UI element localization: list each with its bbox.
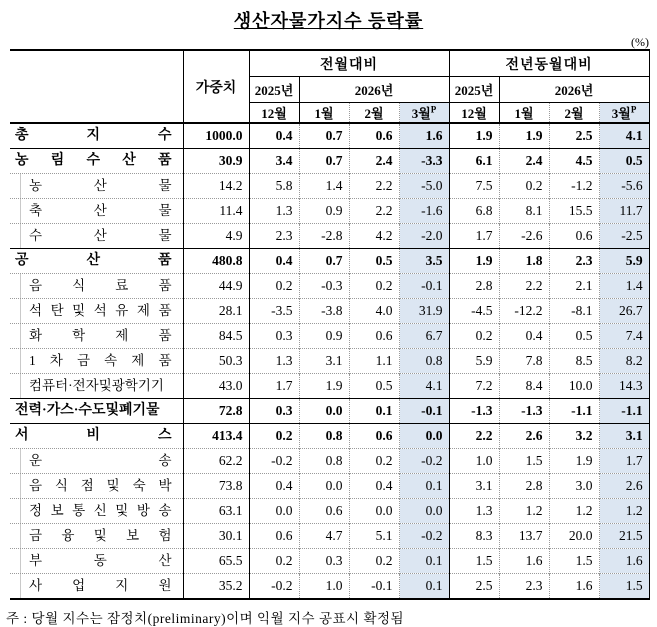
row-label [10,174,183,199]
yoy-value-0: 1.9 [449,249,499,274]
mom-value-2: -0.1 [349,574,399,600]
table-row [10,349,649,374]
weight-value: 43.0 [183,374,249,399]
row-label [10,349,183,374]
yoy-value-1: -1.3 [499,399,549,424]
yoy-value-3: 14.3 [599,374,649,399]
yoy-value-3: 1.5 [599,574,649,600]
mom-value-2: 2.4 [349,149,399,174]
row-label-text: 음 식 점 및 숙 박 [20,474,183,498]
preliminary-marker: P [430,104,437,115]
month-header-preliminary: 3월$^P$ [399,103,449,124]
mom-value-1: 0.8 [299,449,349,474]
mom-value-0: 5.8 [249,174,299,199]
weight-value: 11.4 [183,199,249,224]
table-row [10,449,649,474]
preliminary-marker: P [630,104,637,115]
yoy-value-0: 0.2 [449,324,499,349]
mom-value-3: 3.5 [399,249,449,274]
row-label-text: 석 탄 및 석 유 제 품 [20,299,183,323]
yoy-value-2: 0.5 [549,324,599,349]
yoy-value-1: 2.3 [499,574,549,600]
table-row [10,149,649,174]
yoy-value-0: 2.5 [449,574,499,600]
weight-value: 413.4 [183,424,249,449]
yoy-value-2: 4.5 [549,149,599,174]
row-label [10,424,183,449]
mom-value-3: -1.6 [399,199,449,224]
yoy-value-1: 7.8 [499,349,549,374]
weight-value: 50.3 [183,349,249,374]
mom-value-1: 4.7 [299,524,349,549]
mom-value-1: 0.7 [299,123,349,149]
weight-header: 가중치 [183,50,249,123]
yoy-value-1: 2.8 [499,474,549,499]
mom-value-2: 0.2 [349,274,399,299]
mom-value-0: 0.2 [249,424,299,449]
mom-value-3: -0.1 [399,399,449,424]
yoy-value-2: 2.1 [549,274,599,299]
row-label [10,199,183,224]
row-label [10,324,183,349]
mom-value-3: 4.1 [399,374,449,399]
weight-value: 65.5 [183,549,249,574]
mom-value-1: 0.7 [299,149,349,174]
row-label [10,549,183,574]
yoy-value-1: -2.6 [499,224,549,249]
month-header: 2월 [349,103,399,124]
row-label-text: 정 보 통 신 및 방 송 [20,499,183,523]
yoy-value-2: 8.5 [549,349,599,374]
row-label-text: 1 차 금 속 제 품 [20,349,183,373]
weight-value: 84.5 [183,324,249,349]
mom-value-2: 0.2 [349,449,399,474]
yoy-value-3: 26.7 [599,299,649,324]
row-label-text: 전력·가스·수도및폐기물 [15,403,160,418]
mom-value-0: 0.3 [249,324,299,349]
header-row-groups [10,50,649,77]
mom-value-2: 0.5 [349,249,399,274]
table-row [10,299,649,324]
weight-value: 4.9 [183,224,249,249]
mom-value-1: 1.0 [299,574,349,600]
mom-value-1: 0.9 [299,199,349,224]
weight-value: 62.2 [183,449,249,474]
mom-value-1: 0.8 [299,424,349,449]
mom-value-2: 0.6 [349,324,399,349]
yoy-value-3: 8.2 [599,349,649,374]
yoy-value-1: 13.7 [499,524,549,549]
mom-value-2: 1.1 [349,349,399,374]
mom-value-1: 0.6 [299,499,349,524]
group-header-mom: 전월대비 [249,50,449,77]
row-label-text: 음 식 료 품 [20,274,183,298]
mom-value-2: 0.0 [349,499,399,524]
row-label-text: 사 업 지 원 [20,574,183,598]
table-row [10,224,649,249]
mom-value-0: 1.3 [249,199,299,224]
row-label [10,524,183,549]
table-row [10,574,649,600]
month-header: 12월 [249,103,299,124]
weight-value: 30.9 [183,149,249,174]
mom-value-3: 0.0 [399,424,449,449]
yoy-value-2: 15.5 [549,199,599,224]
row-label-text: 금 융 및 보 험 [20,524,183,548]
month-header: 1월 [499,103,549,124]
weight-value: 28.1 [183,299,249,324]
mom-value-0: 0.4 [249,474,299,499]
page-title: 생산자물가지수 등락률 [233,11,424,31]
weight-value: 73.8 [183,474,249,499]
yoy-value-3: -5.6 [599,174,649,199]
mom-value-0: 1.3 [249,349,299,374]
yoy-value-1: 0.2 [499,174,549,199]
mom-value-2: 4.0 [349,299,399,324]
yoy-value-3: 11.7 [599,199,649,224]
mom-value-3: -2.0 [399,224,449,249]
yoy-value-0: 6.8 [449,199,499,224]
row-label-text: 화 학 제 품 [20,324,183,348]
mom-value-3: 0.1 [399,474,449,499]
yoy-value-0: 5.9 [449,349,499,374]
ppi-table [10,49,650,600]
mom-value-2: 2.2 [349,199,399,224]
mom-value-2: 0.6 [349,424,399,449]
yoy-value-3: 2.6 [599,474,649,499]
yoy-value-2: 1.2 [549,499,599,524]
yoy-value-0: 1.9 [449,123,499,149]
yoy-value-1: 1.2 [499,499,549,524]
yoy-value-3: 0.5 [599,149,649,174]
month-header: 2월 [549,103,599,124]
mom-value-2: 5.1 [349,524,399,549]
row-label [10,499,183,524]
mom-value-1: 0.9 [299,324,349,349]
report-page [0,7,657,626]
table-row [10,499,649,524]
row-label-text: 부 동 산 [20,549,183,573]
year-header: 2026년 [299,77,449,103]
table-row [10,374,649,399]
mom-value-0: -0.2 [249,574,299,600]
mom-value-3: 6.7 [399,324,449,349]
yoy-value-2: 3.2 [549,424,599,449]
yoy-value-2: -8.1 [549,299,599,324]
mom-value-1: -0.3 [299,274,349,299]
mom-value-0: -3.5 [249,299,299,324]
row-label [10,149,183,174]
mom-value-1: 0.0 [299,399,349,424]
yoy-value-0: 2.2 [449,424,499,449]
yoy-value-3: 1.6 [599,549,649,574]
yoy-value-1: 2.2 [499,274,549,299]
table-row [10,174,649,199]
group-header-yoy: 전년동월대비 [449,50,649,77]
yoy-value-2: -1.1 [549,399,599,424]
yoy-value-3: 4.1 [599,123,649,149]
yoy-value-3: 7.4 [599,324,649,349]
mom-value-0: 0.3 [249,399,299,424]
mom-value-0: 0.4 [249,123,299,149]
mom-value-0: 1.7 [249,374,299,399]
weight-value: 44.9 [183,274,249,299]
row-label-text: 농 산 물 [20,174,183,198]
yoy-value-1: 1.6 [499,549,549,574]
yoy-value-3: 3.1 [599,424,649,449]
mom-value-0: 0.4 [249,249,299,274]
yoy-value-2: 1.5 [549,549,599,574]
yoy-value-0: -4.5 [449,299,499,324]
yoy-value-0: -1.3 [449,399,499,424]
yoy-value-2: 3.0 [549,474,599,499]
yoy-value-0: 7.5 [449,174,499,199]
yoy-value-2: 1.6 [549,574,599,600]
weight-value: 63.1 [183,499,249,524]
table-row [10,274,649,299]
mom-value-0: 2.3 [249,224,299,249]
yoy-value-3: 1.7 [599,449,649,474]
yoy-value-0: 7.2 [449,374,499,399]
yoy-value-3: -1.1 [599,399,649,424]
mom-value-2: 0.2 [349,549,399,574]
row-label-text: 공 산 품 [15,253,172,268]
mom-value-0: 0.0 [249,499,299,524]
row-label-text: 운 송 [20,449,183,473]
mom-value-2: 0.1 [349,399,399,424]
month-header: 12월 [449,103,499,124]
yoy-value-2: -1.2 [549,174,599,199]
yoy-value-1: -12.2 [499,299,549,324]
mom-value-3: 31.9 [399,299,449,324]
row-label [10,123,183,149]
table-row [10,123,649,149]
mom-value-3: 0.1 [399,574,449,600]
row-label [10,299,183,324]
row-label [10,449,183,474]
row-label [10,574,183,600]
row-label-text: 농 림 수 산 품 [15,153,172,168]
mom-value-0: 0.6 [249,524,299,549]
weight-value: 1000.0 [183,123,249,149]
mom-value-0: 3.4 [249,149,299,174]
row-label [10,224,183,249]
yoy-value-1: 0.4 [499,324,549,349]
mom-value-3: 1.6 [399,123,449,149]
row-label-text: 축 산 물 [20,199,183,223]
weight-value: 35.2 [183,574,249,600]
yoy-value-0: 3.1 [449,474,499,499]
yoy-value-2: 20.0 [549,524,599,549]
weight-value: 14.2 [183,174,249,199]
table-row [10,474,649,499]
row-label [10,474,183,499]
mom-value-3: 0.1 [399,549,449,574]
unit-label: (%) [631,35,649,49]
mom-value-0: 0.2 [249,549,299,574]
yoy-value-2: 0.6 [549,224,599,249]
yoy-value-3: 1.4 [599,274,649,299]
mom-value-0: 0.2 [249,274,299,299]
yoy-value-2: 2.3 [549,249,599,274]
table-row [10,524,649,549]
weight-value: 72.8 [183,399,249,424]
corner-cell [10,50,183,123]
mom-value-1: 0.3 [299,549,349,574]
mom-value-2: 0.5 [349,374,399,399]
yoy-value-1: 1.8 [499,249,549,274]
mom-value-0: -0.2 [249,449,299,474]
yoy-value-0: 1.0 [449,449,499,474]
mom-value-2: 2.2 [349,174,399,199]
yoy-value-1: 1.5 [499,449,549,474]
yoy-value-1: 8.4 [499,374,549,399]
table-row [10,549,649,574]
year-header: 2026년 [499,77,649,103]
month-header: 1월 [299,103,349,124]
yoy-value-3: 1.2 [599,499,649,524]
mom-value-1: -3.8 [299,299,349,324]
row-label [10,399,183,424]
yoy-value-3: -2.5 [599,224,649,249]
yoy-value-0: 1.7 [449,224,499,249]
yoy-value-1: 2.6 [499,424,549,449]
mom-value-3: -5.0 [399,174,449,199]
mom-value-1: 0.7 [299,249,349,274]
month-header-preliminary: 3월$^P$ [599,103,649,124]
yoy-value-0: 2.8 [449,274,499,299]
mom-value-1: 1.4 [299,174,349,199]
mom-value-1: 3.1 [299,349,349,374]
mom-value-3: 0.0 [399,499,449,524]
weight-value: 30.1 [183,524,249,549]
mom-value-3: -0.2 [399,449,449,474]
mom-value-3: -3.3 [399,149,449,174]
mom-value-3: -0.1 [399,274,449,299]
yoy-value-0: 1.5 [449,549,499,574]
yoy-value-0: 6.1 [449,149,499,174]
row-label-text: 컴퓨터·전자및광학기기 [20,374,183,398]
mom-value-2: 0.6 [349,123,399,149]
row-label [10,249,183,274]
mom-value-2: 0.4 [349,474,399,499]
yoy-value-1: 2.4 [499,149,549,174]
mom-value-1: -2.8 [299,224,349,249]
mom-value-3: -0.2 [399,524,449,549]
row-label-text: 총 지 수 [15,128,172,143]
table-row [10,199,649,224]
yoy-value-0: 8.3 [449,524,499,549]
row-label-text: 수 산 물 [20,224,183,248]
yoy-value-1: 8.1 [499,199,549,224]
yoy-value-2: 1.9 [549,449,599,474]
table-row [10,324,649,349]
mom-value-2: 4.2 [349,224,399,249]
table-row [10,399,649,424]
mom-value-3: 0.8 [399,349,449,374]
yoy-value-2: 2.5 [549,123,599,149]
footnote: 주 : 당월 지수는 잠정치(preliminary)이며 익월 지수 공표시 확정됨 [6,611,405,626]
table-row [10,424,649,449]
mom-value-1: 1.9 [299,374,349,399]
row-label [10,274,183,299]
yoy-value-1: 1.9 [499,123,549,149]
year-header: 2025년 [449,77,499,103]
year-header: 2025년 [249,77,299,103]
yoy-value-3: 21.5 [599,524,649,549]
yoy-value-2: 10.0 [549,374,599,399]
yoy-value-0: 1.3 [449,499,499,524]
yoy-value-3: 5.9 [599,249,649,274]
weight-value: 480.8 [183,249,249,274]
row-label-text: 서 비 스 [15,428,172,443]
mom-value-1: 0.0 [299,474,349,499]
row-label [10,374,183,399]
table-body [10,123,649,599]
table-row [10,249,649,274]
